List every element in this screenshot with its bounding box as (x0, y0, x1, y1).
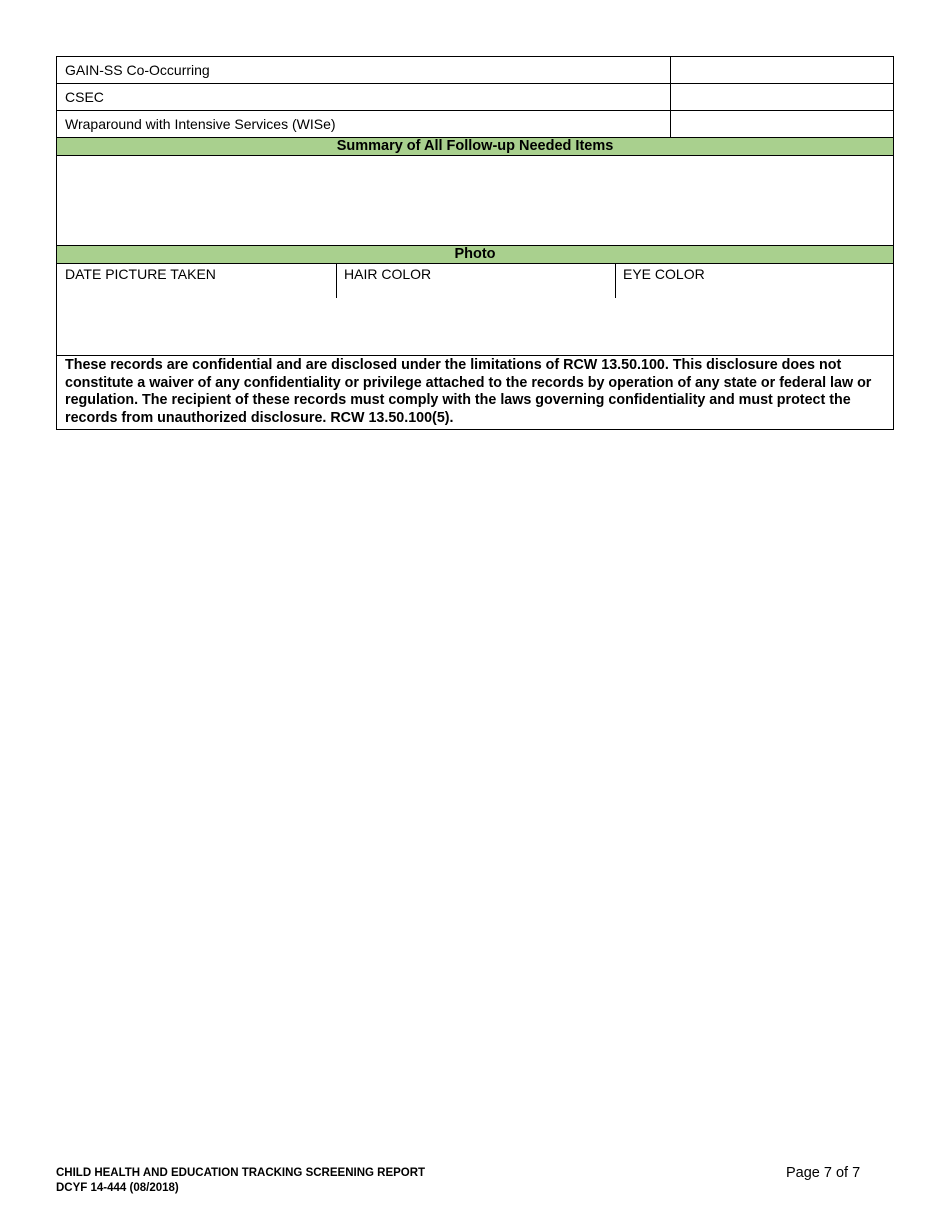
item-row-csec (57, 84, 893, 111)
summary-text-area[interactable] (57, 156, 893, 246)
eye-color-label: EYE COLOR (623, 266, 705, 282)
eye-color-field[interactable] (615, 264, 893, 355)
item-label: CSEC (57, 84, 671, 110)
date-picture-taken-field[interactable] (57, 264, 336, 355)
item-value-field[interactable] (671, 111, 893, 137)
item-value-field[interactable] (671, 84, 893, 110)
page-number: Page 7 of 7 (786, 1165, 861, 1181)
footer-report-title: CHILD HEALTH AND EDUCATION TRACKING SCREENING REPORT (56, 1167, 426, 1179)
item-label: Wraparound with Intensive Services (WISe) (57, 111, 671, 137)
confidentiality-notice: These records are confidential and are disclosed under the limitations of RCW 13.50.100. This disclosure does not constitute a waiver of any confidentiality or privilege attached to the records by operation of any state or federal law or regulation. The recipient of these records must comply with the laws governing confidentiality and must protect the records from unauthorized disclosure. RCW 13.50.100(5). (65, 357, 872, 426)
item-label: GAIN-SS Co-Occurring (57, 57, 671, 83)
hair-color-label: HAIR COLOR (344, 266, 432, 282)
photo-section-header: Photo (57, 246, 893, 264)
hair-color-field[interactable] (336, 264, 615, 355)
item-row-wise (57, 111, 893, 138)
footer-form-info (56, 1166, 425, 1196)
footer-form-id: DCYF 14-444 (08/2018) (56, 1182, 179, 1194)
item-row-gain-ss (57, 57, 893, 84)
summary-section-header: Summary of All Follow-up Needed Items (57, 138, 893, 156)
item-value-field[interactable] (671, 57, 893, 83)
screening-form-table (56, 56, 894, 430)
date-picture-taken-label: DATE PICTURE TAKEN (65, 266, 216, 282)
photo-fields-row (57, 264, 893, 356)
